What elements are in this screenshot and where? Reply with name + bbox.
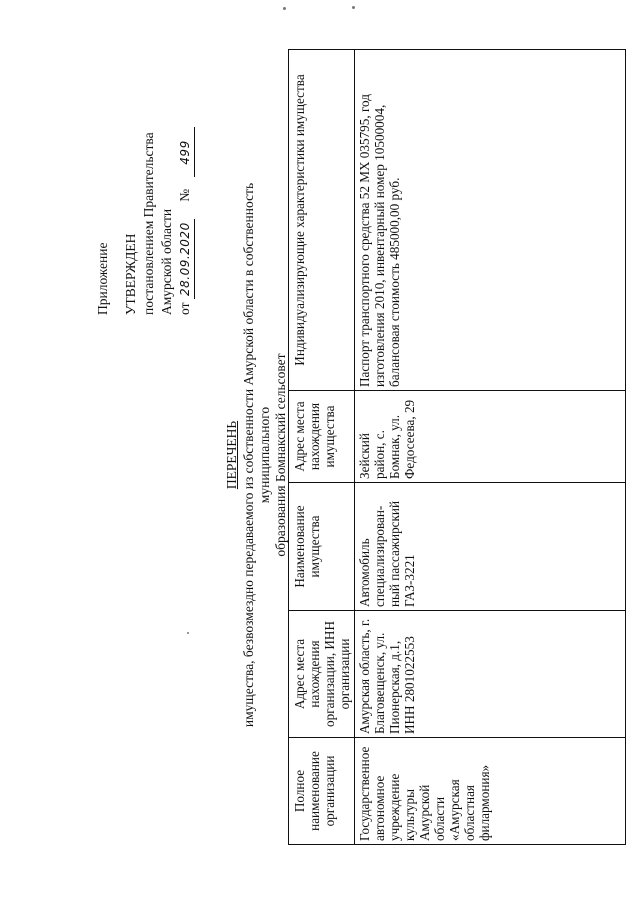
table-row — [355, 50, 626, 845]
scan-speck — [283, 7, 286, 10]
from-label: от — [177, 302, 192, 315]
header-org-address: Адрес места нахождения организации, ИНН организации — [289, 611, 355, 738]
appendix-label: Приложение — [95, 242, 110, 315]
decree-line-1: постановлением Правительства — [141, 132, 156, 315]
approved-label: УТВЕРЖДЕН — [123, 233, 138, 315]
cell-org-address: Амурская область, г. Благовещенск, ул. Пионерская, д.1, ИНН 2801022553 — [355, 611, 626, 738]
header-property-address: Адрес места нахождения имущества — [289, 391, 355, 483]
cell-characteristics: Паспорт транспортного средства 52 МХ 035795, год изготовления 2010, инвентарный номер 10500004, балансовая стоимость 485000,00 руб. — [355, 50, 626, 391]
table-header-row — [289, 50, 355, 845]
appendix-block — [94, 128, 195, 316]
cell-property-address: Зейский район, с. Бомнак, ул. Федосеева, 29 — [355, 391, 626, 483]
cell-org-name: Государственное автономное учреждение культуры Амурской области «Амурская областная филармония» — [355, 738, 626, 845]
heading-title: ПЕРЕЧЕНЬ — [224, 420, 239, 490]
decree-number: 499 — [176, 128, 195, 178]
decree-date: 28.09.2020 — [176, 219, 195, 299]
header-org-name: Полное наименование организации — [289, 738, 355, 845]
header-property-name: Наименование имущества — [289, 483, 355, 611]
cell-property-name: Автомобиль специализирован-ный пассажирский ГАЗ-3221 — [355, 483, 626, 611]
property-table — [288, 49, 626, 845]
document-heading — [224, 135, 289, 775]
appendix-spacer — [112, 128, 122, 316]
heading-line-1: имущества, безвозмездно передаваемого из собственности Амурской области в собственность муниципального — [241, 182, 272, 728]
header-characteristics: Индивидуализирующие характеристики имущества — [289, 50, 355, 391]
decree-date-line — [176, 128, 195, 316]
heading-line-2: образования Бомнакский сельсовет — [273, 353, 288, 557]
table-header — [289, 50, 355, 845]
scan-speck — [187, 632, 189, 634]
number-label: № — [177, 188, 192, 202]
decree-line-2: Амурской области — [159, 208, 174, 315]
scan-speck — [352, 6, 355, 9]
